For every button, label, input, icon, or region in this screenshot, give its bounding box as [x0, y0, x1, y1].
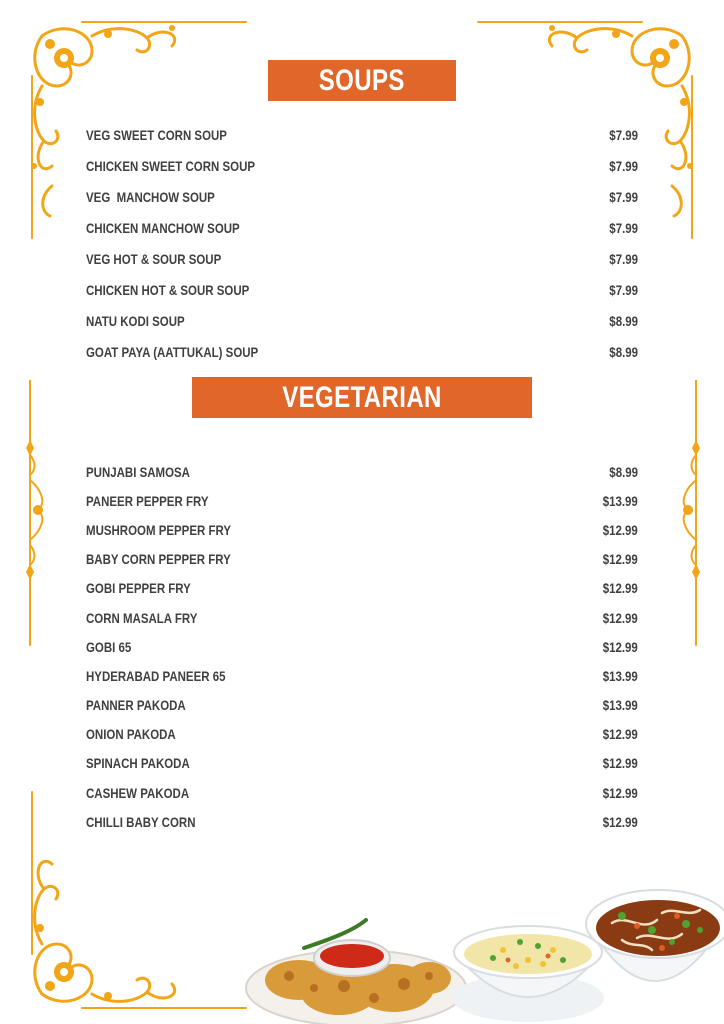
item-name: GOBI PEPPER FRY [86, 580, 191, 597]
menu-item [86, 457, 638, 486]
menu-item [86, 119, 638, 150]
menu-item [86, 720, 638, 749]
item-name: VEG SWEET CORN SOUP [86, 126, 227, 143]
menu-item [86, 661, 638, 690]
item-name: PANNER PAKODA [86, 697, 186, 714]
menu-item [86, 274, 638, 305]
menu-item [86, 691, 638, 720]
menu-item [86, 807, 638, 836]
item-price: $12.99 [602, 521, 638, 538]
floral-side-left-icon [22, 380, 52, 650]
item-price: $7.99 [609, 281, 638, 298]
item-price: $12.99 [602, 638, 638, 655]
item-price: $13.99 [602, 667, 638, 684]
item-price: $13.99 [602, 697, 638, 714]
item-name: CHILLI BABY CORN [86, 813, 196, 830]
item-name: BABY CORN PEPPER FRY [86, 551, 231, 568]
menu-item [86, 515, 638, 544]
menu-item [86, 574, 638, 603]
menu-item [86, 603, 638, 632]
item-price: $8.99 [609, 312, 638, 329]
item-name: CORN MASALA FRY [86, 609, 198, 626]
soups-menu-list [86, 119, 638, 367]
item-price: $12.99 [602, 609, 638, 626]
section-title-vegetarian-appetizers [192, 377, 532, 455]
section-title-vegetarian-appetizers-label: VEGETARIAN APPETIZERS [282, 381, 442, 455]
item-price: $12.99 [602, 580, 638, 597]
item-price: $7.99 [609, 250, 638, 267]
item-price: $7.99 [609, 219, 638, 236]
item-name: VEG MANCHOW SOUP [86, 188, 215, 205]
menu-item [86, 545, 638, 574]
item-name: GOBI 65 [86, 638, 132, 655]
item-price: $12.99 [602, 726, 638, 743]
item-price: $7.99 [609, 126, 638, 143]
item-price: $12.99 [602, 813, 638, 830]
item-name: CHICKEN MANCHOW SOUP [86, 219, 240, 236]
item-name: ONION PAKODA [86, 726, 176, 743]
item-name: CHICKEN HOT & SOUR SOUP [86, 281, 250, 298]
section-title-soups-label: SOUPS [318, 64, 406, 97]
item-name: VEG HOT & SOUR SOUP [86, 250, 222, 267]
item-name: CASHEW PAKODA [86, 784, 190, 801]
item-name: HYDERABAD PANEER 65 [86, 667, 226, 684]
item-name: MUSHROOM PEPPER FRY [86, 521, 232, 538]
floral-side-right-icon [674, 380, 704, 650]
item-price: $13.99 [602, 492, 638, 509]
vegetarian-appetizers-menu-list [86, 457, 638, 836]
item-name: PANEER PEPPER FRY [86, 492, 209, 509]
item-price: $7.99 [609, 188, 638, 205]
item-price: $12.99 [602, 755, 638, 772]
menu-item [86, 749, 638, 778]
manchow-soup-photo [582, 868, 724, 1024]
menu-item [86, 181, 638, 212]
menu-item [86, 212, 638, 243]
menu-item [86, 150, 638, 181]
menu-item [86, 243, 638, 274]
item-price: $12.99 [602, 551, 638, 568]
item-price: $8.99 [609, 343, 638, 360]
menu-item [86, 632, 638, 661]
menu-item [86, 305, 638, 336]
item-name: GOAT PAYA (AATTUKAL) SOUP [86, 343, 259, 360]
menu-item [86, 486, 638, 515]
menu-item [86, 336, 638, 367]
item-price: $7.99 [609, 157, 638, 174]
item-name: SPINACH PAKODA [86, 755, 190, 772]
item-name: PUNJABI SAMOSA [86, 463, 190, 480]
section-title-soups [268, 60, 456, 101]
item-name: NATU KODI SOUP [86, 312, 185, 329]
menu-item [86, 778, 638, 807]
item-price: $8.99 [609, 463, 638, 480]
item-price: $12.99 [602, 784, 638, 801]
pakoda-plate-photo [244, 918, 470, 1024]
item-name: CHICKEN SWEET CORN SOUP [86, 157, 256, 174]
